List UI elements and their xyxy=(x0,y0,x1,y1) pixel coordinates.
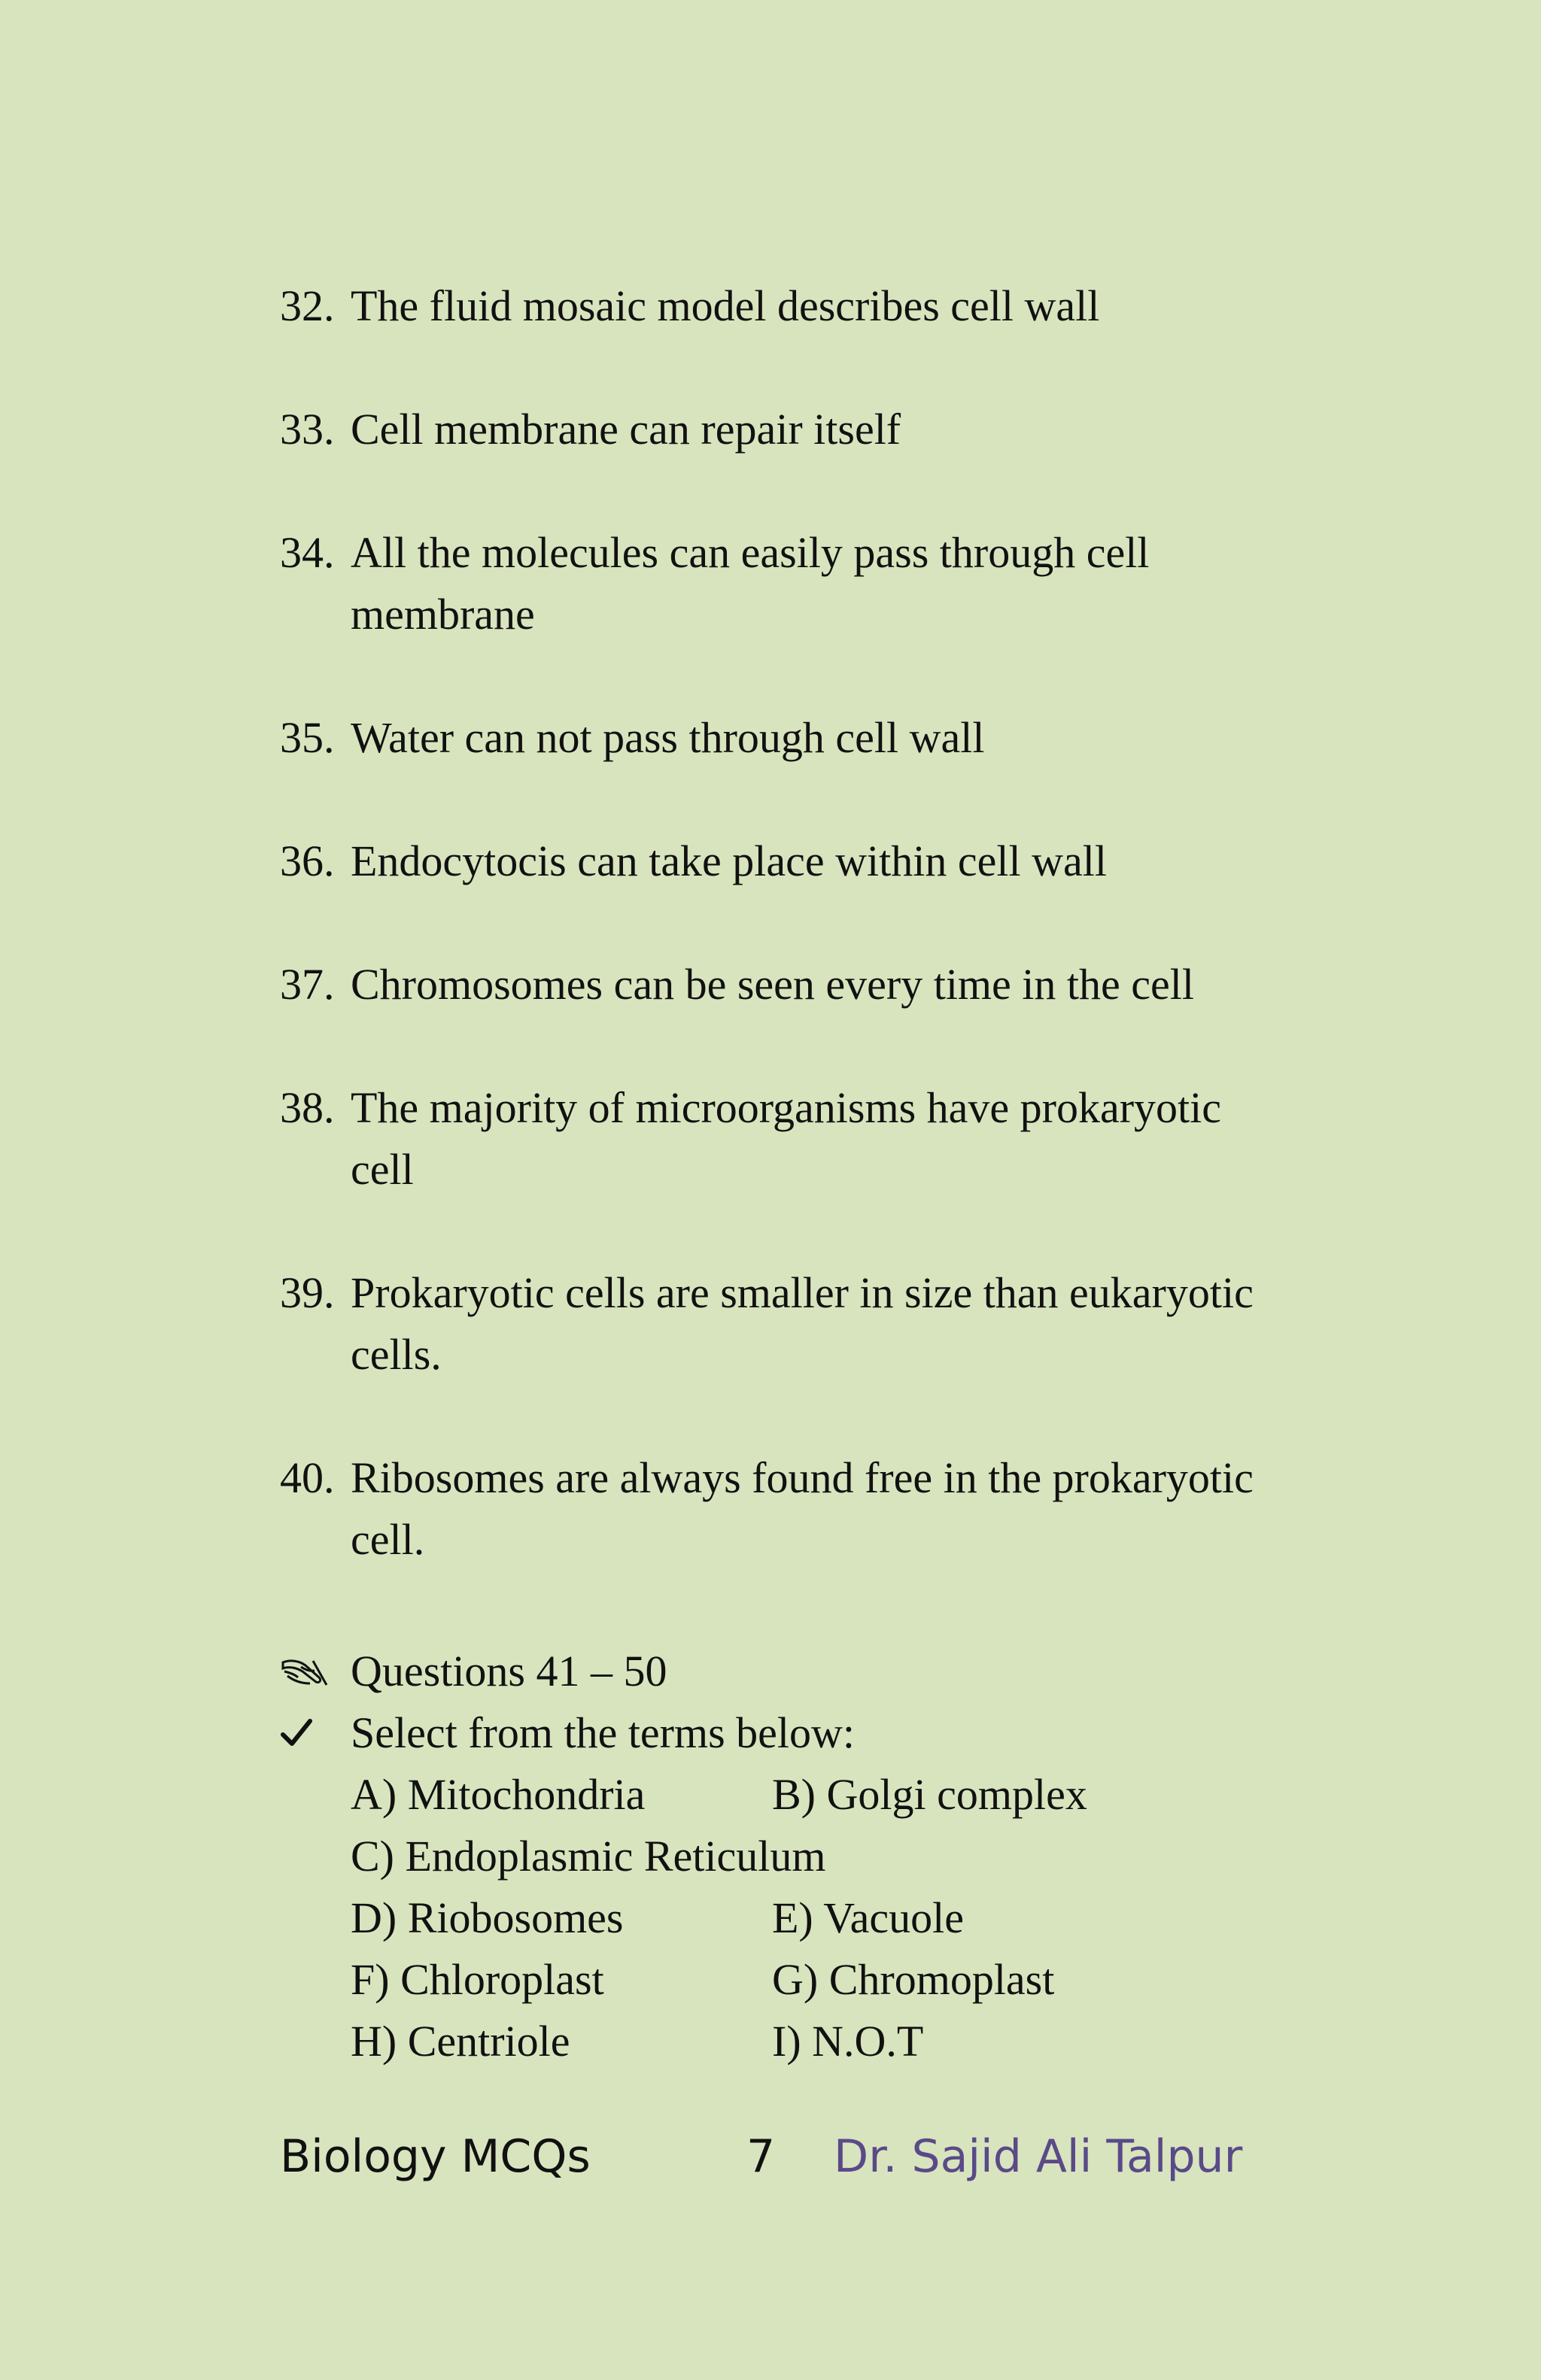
option-row xyxy=(280,1826,1333,1887)
question-number: 37. xyxy=(280,960,335,1009)
question-text: Endocytocis can take place within cell wall xyxy=(351,836,1107,885)
question-item xyxy=(280,1447,1333,1571)
question-number: 32. xyxy=(280,281,335,330)
author-name: Dr. Sajid Ali Talpur xyxy=(834,2130,1243,2183)
question-item xyxy=(280,522,1333,645)
option-item: E) Vacuole xyxy=(772,1893,964,1942)
question-item xyxy=(280,830,1333,892)
option-item: C) Endoplasmic Reticulum xyxy=(351,1832,826,1881)
section-instruction xyxy=(280,1702,1333,1764)
book-title: Biology MCQs xyxy=(280,2130,591,2183)
question-text: The majority of microorganisms have prokaryotic cell xyxy=(351,1083,1221,1194)
option-item: I) N.O.T xyxy=(772,2017,924,2066)
option-item: F) Chloroplast xyxy=(351,1955,604,2004)
writing-hand-icon xyxy=(280,1641,340,1702)
question-number: 38. xyxy=(280,1083,335,1132)
option-row xyxy=(280,1949,1333,2011)
section-heading xyxy=(280,1641,1333,1702)
section-heading-text: Questions 41 – 50 xyxy=(351,1647,667,1695)
question-item xyxy=(280,275,1333,337)
option-item: D) Riobosomes xyxy=(351,1893,624,1942)
question-text: Prokaryotic cells are smaller in size than eukaryotic cells. xyxy=(351,1268,1254,1379)
option-row xyxy=(280,1887,1333,1949)
question-text: Chromosomes can be seen every time in the cell xyxy=(351,960,1194,1009)
question-number: 34. xyxy=(280,528,335,577)
option-item: G) Chromoplast xyxy=(772,1955,1055,2004)
question-number: 35. xyxy=(280,713,335,762)
question-text: Ribosomes are always found free in the prokaryotic cell. xyxy=(351,1453,1254,1564)
question-number: 33. xyxy=(280,405,335,454)
question-number: 36. xyxy=(280,836,335,885)
question-list xyxy=(280,275,1333,1632)
instruction-text: Select from the terms below: xyxy=(351,1708,856,1757)
page-number: 7 xyxy=(746,2130,776,2183)
question-item xyxy=(280,399,1333,460)
question-item xyxy=(280,1262,1333,1386)
question-text: Cell membrane can repair itself xyxy=(351,405,901,454)
question-text: Water can not pass through cell wall xyxy=(351,713,985,762)
page-footer xyxy=(280,2123,1273,2190)
question-item xyxy=(280,954,1333,1015)
question-item xyxy=(280,707,1333,769)
option-item: B) Golgi complex xyxy=(772,1770,1087,1819)
option-item: H) Centriole xyxy=(351,2017,570,2066)
option-row xyxy=(280,2011,1333,2072)
question-number: 39. xyxy=(280,1268,335,1317)
options-section xyxy=(280,1641,1333,2072)
option-row xyxy=(280,1764,1333,1826)
check-mark-icon xyxy=(280,1702,340,1764)
option-item: A) Mitochondria xyxy=(351,1770,646,1819)
question-text: All the molecules can easily pass through cell membrane xyxy=(351,528,1150,639)
question-item xyxy=(280,1077,1333,1201)
question-text: The fluid mosaic model describes cell wall xyxy=(351,281,1100,330)
question-number: 40. xyxy=(280,1453,335,1502)
